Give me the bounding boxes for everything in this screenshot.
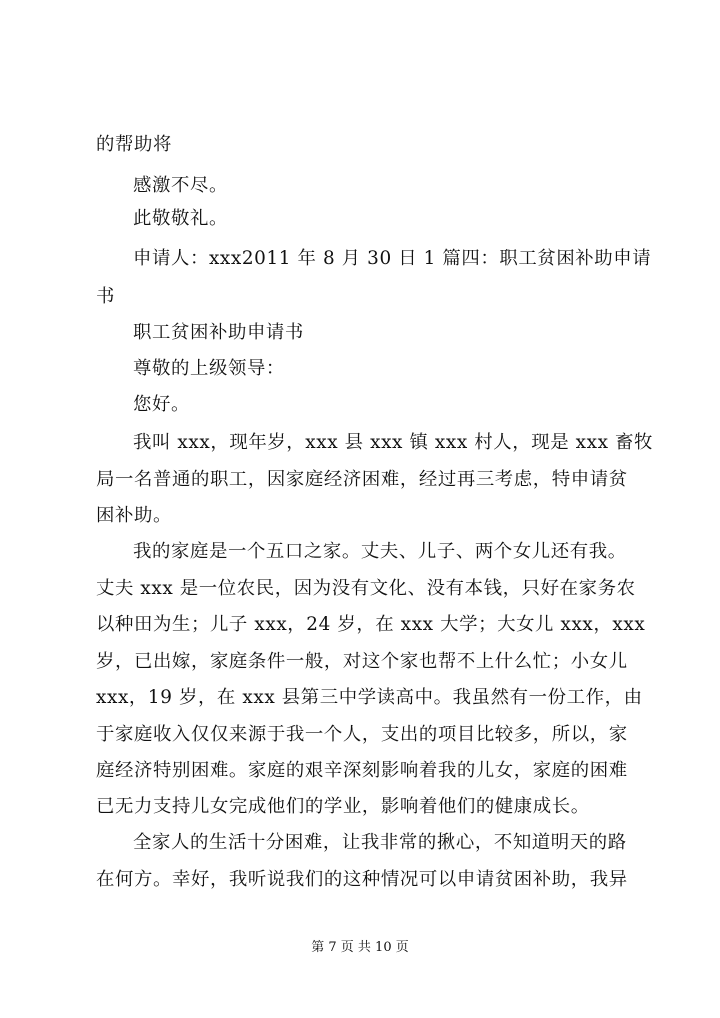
salutation: 尊敬的上级领导： xyxy=(133,358,285,379)
text-line: 我的家庭是一个五口之家。丈夫、儿子、两个女儿还有我。 xyxy=(133,541,627,562)
text-line: 已无力支持儿女完成他们的学业，影响着他们的健康成长。 xyxy=(96,796,590,817)
text-line: 庭经济特别困难。家庭的艰辛深刻影响着我的儿女，家庭的困难 xyxy=(96,760,628,781)
text-line: 感激不尽。 xyxy=(133,175,228,196)
text-line: 申请人：xxx2011 年 8 月 30 日 1 篇四：职工贫困补助申请 xyxy=(133,248,652,269)
text-line: 此敬敬礼。 xyxy=(133,208,228,229)
text-line: 全家人的生活十分困难，让我非常的揪心，不知道明天的路 xyxy=(133,832,627,853)
text-line: 的帮助将 xyxy=(96,134,172,155)
text-line: 丈夫 xxx 是一位农民，因为没有文化、没有本钱，只好在家务农 xyxy=(96,578,636,599)
text-line: 局一名普通的职工，因家庭经济困难，经过再三考虑，特申请贫 xyxy=(96,469,628,490)
document-title: 职工贫困补助申请书 xyxy=(133,322,304,343)
greeting: 您好。 xyxy=(133,394,190,415)
page-number-footer: 第 7 页 共 10 页 xyxy=(311,940,409,955)
text-line: 以种田为生；儿子 xxx，24 岁，在 xxx 大学；大女儿 xxx，xxx xyxy=(96,614,646,635)
text-line: 书 xyxy=(96,286,115,307)
text-line: 于家庭收入仅仅来源于我一个人，支出的项目比较多，所以，家 xyxy=(96,724,628,745)
text-line: 岁，已出嫁，家庭条件一般，对这个家也帮不上什么忙；小女儿 xyxy=(96,651,628,672)
text-line: 困补助。 xyxy=(96,505,172,526)
text-line: 在何方。幸好，我听说我们的这种情况可以申请贫困补助，我异 xyxy=(96,869,628,890)
text-line: xxx，19 岁，在 xxx 县第三中学读高中。我虽然有一份工作，由 xyxy=(96,687,643,708)
text-line: 我叫 xxx，现年岁，xxx 县 xxx 镇 xxx 村人，现是 xxx 畜牧 xyxy=(133,432,653,453)
